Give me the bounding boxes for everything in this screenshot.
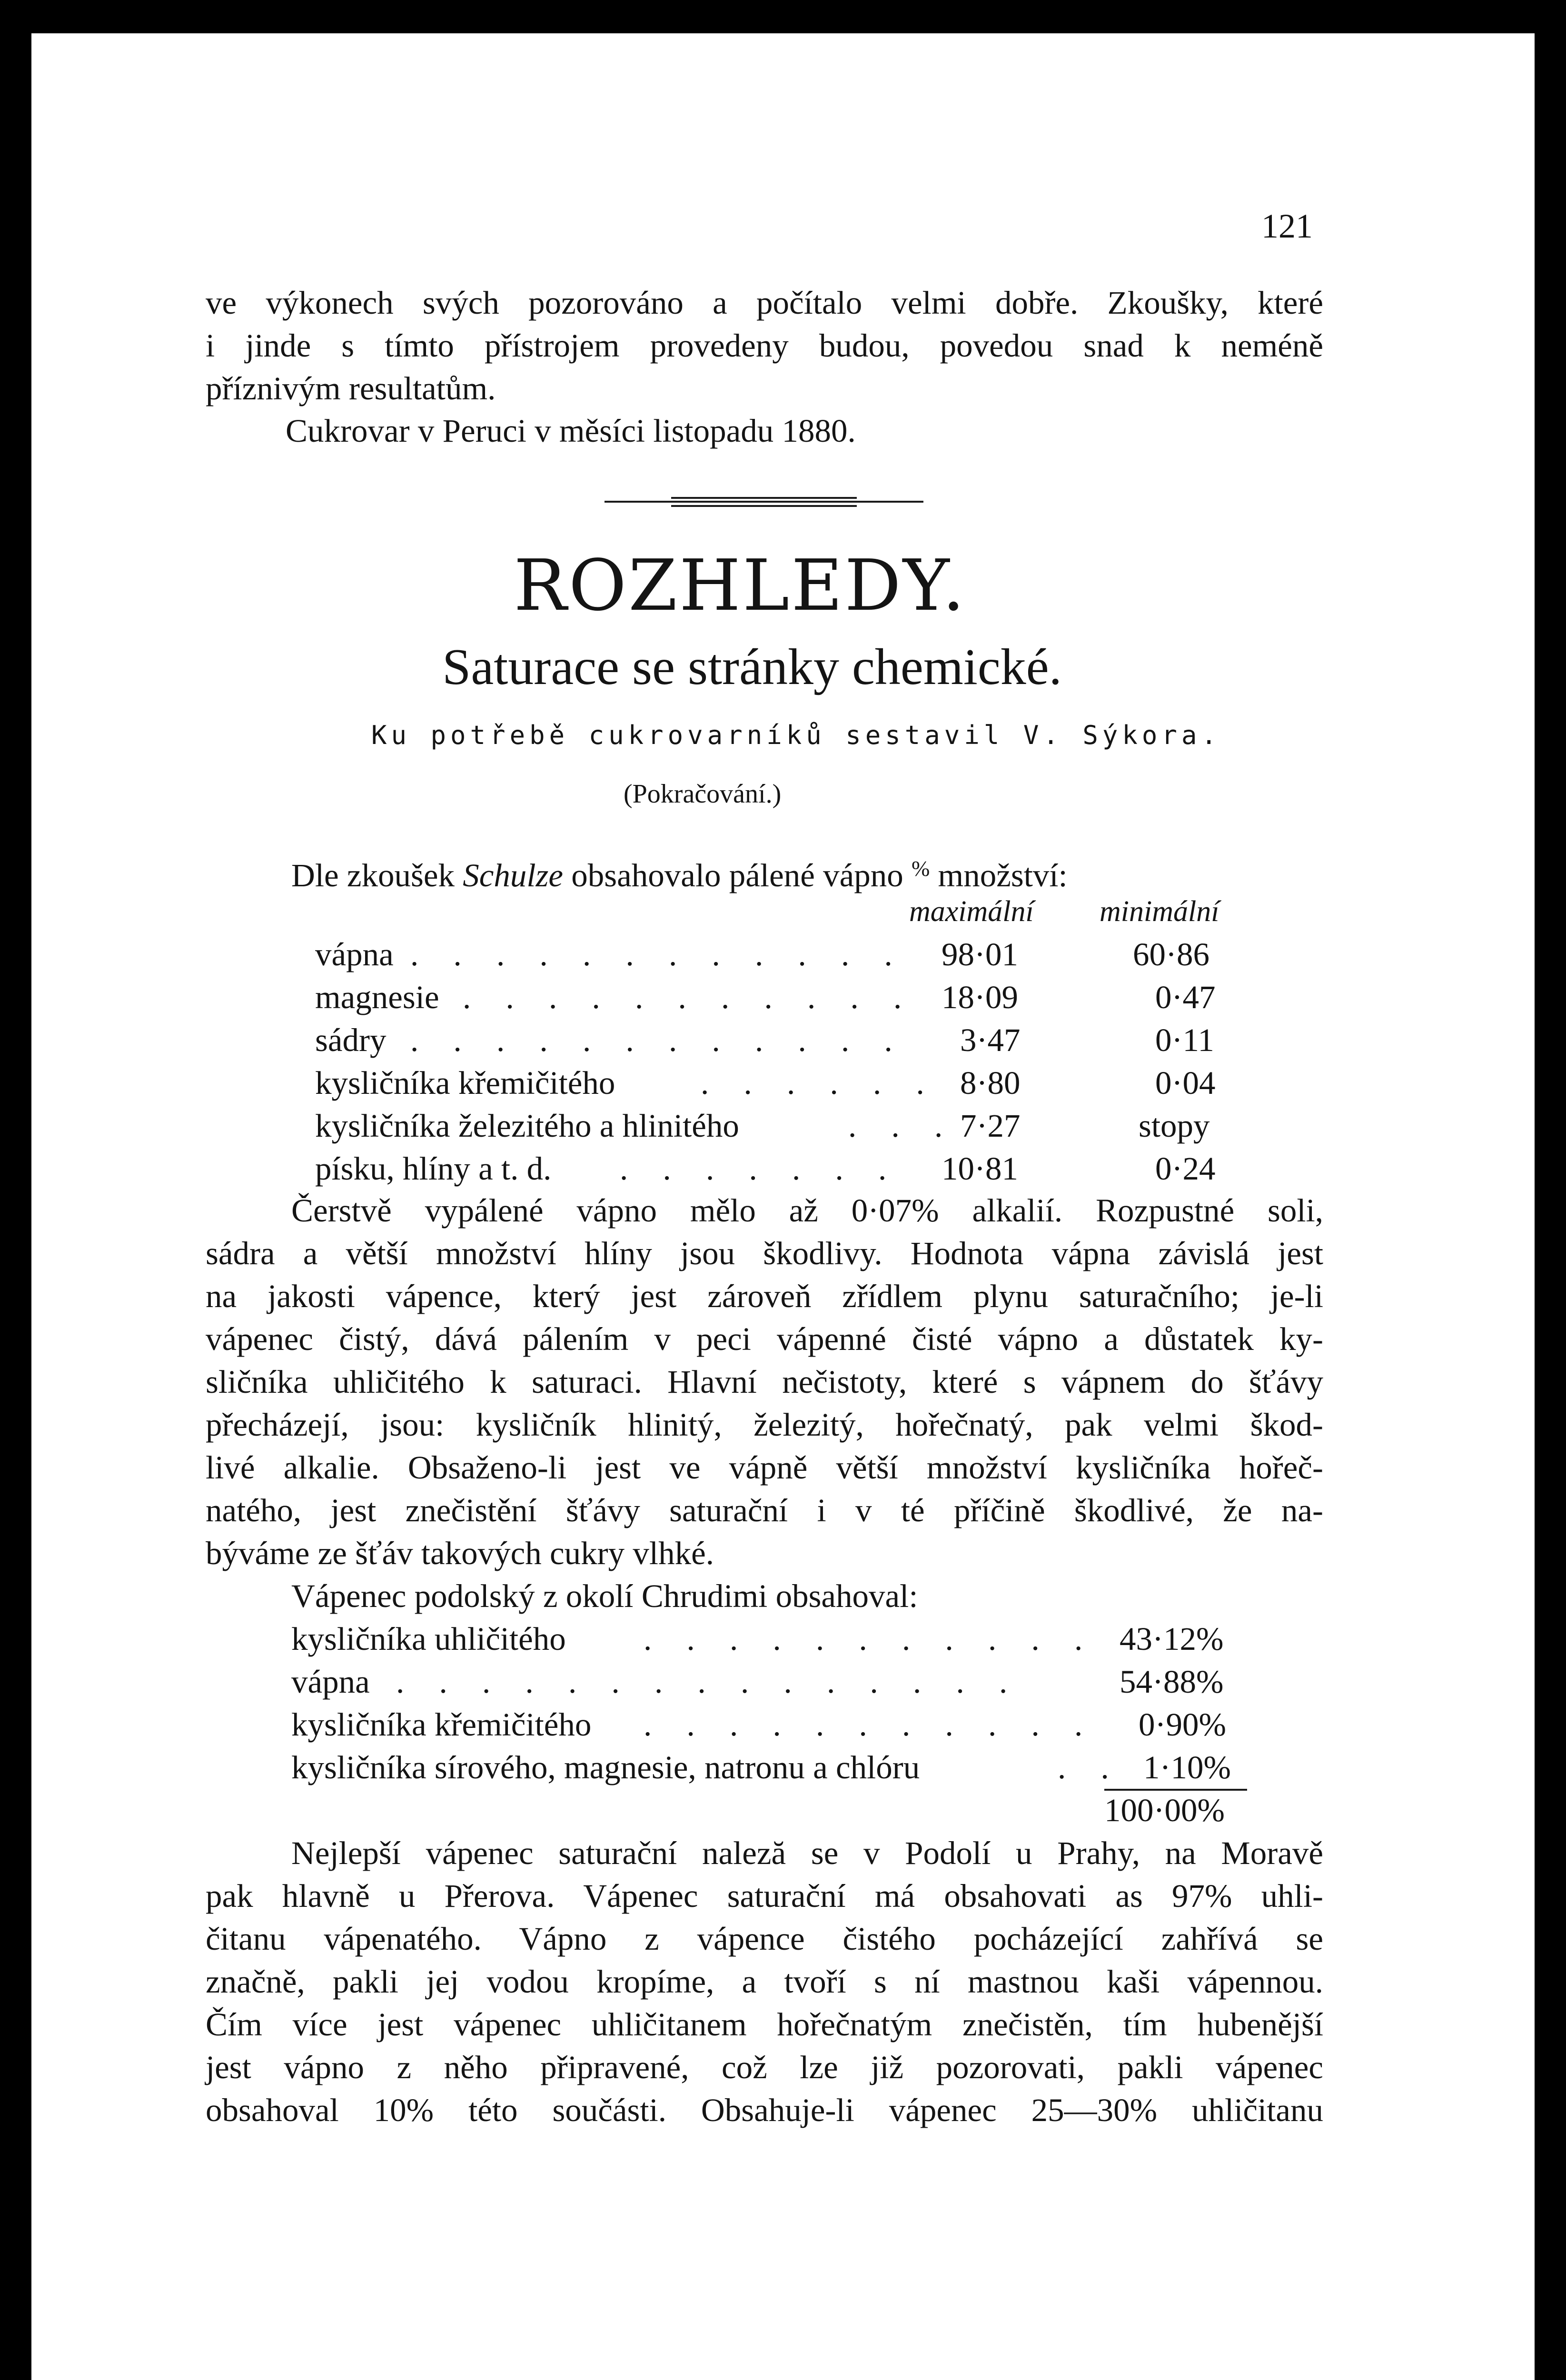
value-max: 3·47	[960, 1022, 1021, 1058]
leader-dots: . . . . . . . . . . .	[644, 1706, 1096, 1743]
row-label: magnesie	[315, 979, 439, 1015]
row-label: vápna	[315, 936, 394, 972]
row-label: kysličníka uhličitého	[291, 1621, 566, 1657]
row-label: kysličníka křemičitého	[291, 1706, 592, 1743]
leader-dots: . . . . . . . . . . .	[644, 1621, 1096, 1657]
intro-line: příznivým resultatům.	[206, 370, 496, 407]
value-min: 0·47	[1155, 979, 1216, 1015]
value-min: stopy	[1139, 1108, 1210, 1144]
intro-line: i jinde s tímto přístrojem provedeny budou, povedou snad k neméně	[206, 327, 1323, 364]
paragraph-line: Čím více jest vápenec uhličitanem hořečnatým znečistěn, tím hubenější	[206, 2006, 1323, 2043]
value-max: 18·09	[942, 979, 1018, 1015]
table1-intro	[291, 845, 1068, 892]
percent-sign: %	[911, 856, 930, 881]
table1-row	[315, 973, 1267, 1021]
row-value: 54·88%	[1120, 1664, 1224, 1700]
paragraph-line: sádra a větší množství hlíny jsou škodlivy. Hodnota vápna závislá jest	[206, 1235, 1323, 1271]
row-label: kysličníka sírového, magnesie, natronu a chlóru	[291, 1749, 920, 1785]
value-min: 0·11	[1155, 1022, 1214, 1058]
value-max: 10·81	[942, 1150, 1018, 1187]
value-max: 7·27	[960, 1108, 1021, 1144]
article-title: Saturace se stránky chemické.	[442, 639, 1062, 695]
value-max: 8·80	[960, 1065, 1021, 1101]
leader-dots: . . .	[848, 1108, 956, 1144]
signature-line: Cukrovar v Peruci v měsíci listopadu 1880.	[286, 413, 856, 449]
paragraph-line: jest vápno z něho připravené, což lze již pozorovati, pakli vápenec	[206, 2049, 1323, 2085]
paragraph-line: značně, pakli jej vodou kropíme, a tvoří s ní mastnou kaši vápennou.	[206, 1964, 1323, 2000]
paragraph-line: Čerstvě vypálené vápno mělo až 0·07% alkalií. Rozpustné soli,	[291, 1192, 1323, 1229]
table1-row	[315, 1145, 1267, 1192]
table1-intro-author: Schulze	[463, 857, 564, 893]
paragraph-line: na jakosti vápence, který jest zároveň zřídlem plynu saturačního; je-li	[206, 1278, 1323, 1314]
table1-header-max: maximální	[909, 895, 1034, 928]
page-number: 121	[1261, 207, 1313, 245]
table2-intro: Vápenec podolský z okolí Chrudimi obsahoval:	[291, 1578, 918, 1614]
paragraph-line: přecházejí, jsou: kysličník hlinitý, železitý, hořečnatý, pak velmi škod-	[206, 1407, 1323, 1443]
table2-row	[291, 1658, 1324, 1706]
table1-intro-text: množství:	[930, 857, 1068, 893]
table1-row	[315, 1059, 1267, 1107]
paragraph-line: Nejlepší vápenec saturační naleză se v Podolí u Prahy, na Moravě	[291, 1835, 1323, 1871]
table1-row	[315, 1102, 1267, 1150]
section-title: ROZHLEDY.	[514, 545, 967, 626]
value-min: 60·86	[1133, 936, 1209, 972]
value-min: 0·04	[1155, 1065, 1216, 1101]
table2-row	[291, 1615, 1324, 1663]
leader-dots: . . . . . . . . . . .	[463, 979, 915, 1015]
paragraph-line: livé alkalie. Obsaženo-li jest ve vápně větší množství kysličníka hořeč-	[206, 1449, 1323, 1486]
paragraph-line: vápenec čistý, dává pálením v peci vápenné čisté vápno a důstatek ky-	[206, 1321, 1323, 1357]
table1-row	[315, 1016, 1267, 1064]
row-label: vápna	[291, 1664, 370, 1700]
byline: Ku potřebě cukrovarníků sestavil V. Sýkora.	[371, 720, 1221, 750]
divider-ornament	[605, 495, 923, 509]
continuation-note: (Pokračování.)	[624, 779, 782, 809]
row-label: písku, hlíny a t. d.	[315, 1150, 552, 1187]
value-min: 0·24	[1155, 1150, 1216, 1187]
table2-row	[291, 1701, 1324, 1748]
row-label: kysličníka železitého a hlinitého	[315, 1108, 739, 1144]
table1-intro-text: Dle zkoušek	[291, 857, 463, 893]
intro-line: ve výkonech svých pozorováno a počítalo velmi dobře. Zkoušky, které	[206, 285, 1323, 321]
leader-dots: . . . . . . . . . . . .	[410, 936, 906, 972]
table1-header-min: minimální	[1100, 895, 1219, 928]
paragraph-line: pak hlavně u Přerova. Vápenec saturační má obsahovati as 97% uhli-	[206, 1878, 1323, 1914]
row-label: sádry	[315, 1022, 387, 1058]
row-label: kysličníka křemičitého	[315, 1065, 615, 1101]
paragraph-line: natého, jest znečistění šťávy saturační i v té příčině škodlivé, že na-	[206, 1492, 1323, 1528]
table2-total: 100·00%	[1104, 1792, 1225, 1828]
leader-dots: . . . . . . .	[620, 1150, 900, 1187]
paragraph-line: sličníka uhličitého k saturaci. Hlavní nečistoty, které s vápnem do šťávy	[206, 1364, 1323, 1400]
value-max: 98·01	[942, 936, 1018, 972]
table1-intro-text: obsahovalo pálené vápno	[563, 857, 912, 893]
table2-row	[291, 1744, 1324, 1791]
row-value: 0·90%	[1139, 1706, 1226, 1743]
paragraph-line: býváme ze šťáv takových cukry vlhké.	[206, 1535, 714, 1571]
row-value: 1·10%	[1143, 1749, 1231, 1785]
leader-dots: . . . . . . . . . . . .	[410, 1022, 906, 1058]
leader-dots: . . . . . .	[701, 1065, 938, 1101]
leader-dots: . .	[1058, 1749, 1122, 1785]
leader-dots: . . . . . . . . . . . . . . .	[396, 1664, 1021, 1700]
paragraph-line: obsahoval 10% této součásti. Obsahuje-li vápenec 25—30% uhličitanu	[206, 2092, 1323, 2128]
paragraph-line: čitanu vápenatého. Vápno z vápence čistého pocházející zahřívá se	[206, 1921, 1323, 1957]
row-value: 43·12%	[1120, 1621, 1224, 1657]
table1-row	[315, 931, 1267, 978]
